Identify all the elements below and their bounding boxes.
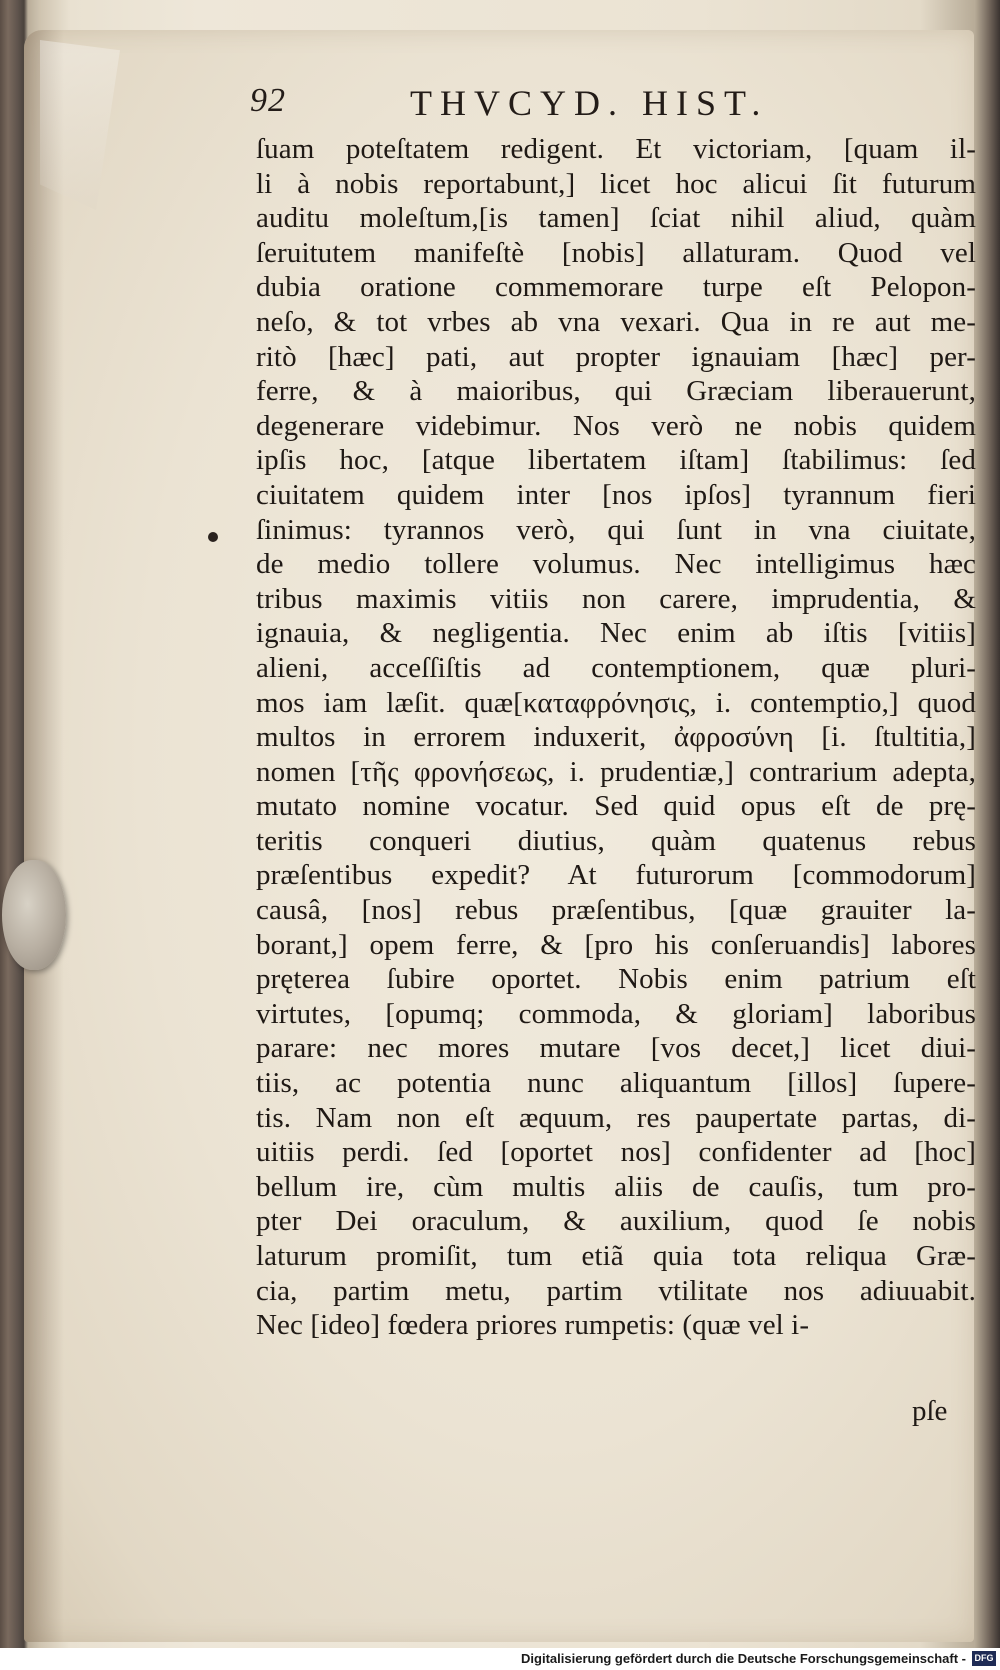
text-line: ciuitatem quidem inter [nos ipſos] tyrannum fieri [256,478,976,511]
text-line: ignauia, & negligentia. Nec enim ab iſtis [vitiis] [256,617,976,650]
text-line: ſeruitutem manifeſtè [nobis] allaturam. Quod vel [256,236,976,269]
text-line: borant,] opem ferre, & [pro his conſeruandis] labores [256,928,976,961]
text-line: præſentibus expedit? At futurorum [commodorum] [256,859,976,892]
text-line: tiis, ac potentia nunc aliquantum [illos] ſupere- [256,1067,976,1100]
text-line: ferre, & à maioribus, qui Græciam liberauerunt, [256,375,976,408]
text-line: multos in errorem induxerit, ἀφροσύνη [i. ſtultitia,] [256,721,976,754]
text-line: virtutes, [opumq; commoda, & gloriam] laboribus [256,997,976,1030]
text-line: ritò [hæc] pati, aut propter ignauiam [hæc] per- [256,340,976,373]
text-line: Nec [ideo] fœdera priores rumpetis: (quæ vel i- [256,1309,810,1342]
footer-credit: Digitalisierung gefördert durch die Deutsche Forschungsgemeinschaft - [521,1651,966,1666]
text-line: teritis conqueri diutius, quàm quatenus rebus [256,824,976,857]
text-line: mos iam læſit. quæ[καταφρόνησις, i. contemptio,] quod [256,686,976,719]
text-line: ſuam poteſtatem redigent. Et victoriam, [quam il- [256,133,976,165]
text-line: alieni, acceſſiſtis ad contemptionem, quæ pluri- [256,651,976,684]
text-line: de medio tollere volumus. Nec intelligimus hæc [256,548,976,581]
text-line: uitiis perdi. ſed [oportet nos] confidenter ad [hoc] [256,1136,976,1169]
text-line: tribus maximis vitiis non carere, imprudentia, & [256,582,976,615]
catchword: pſe [912,1395,948,1427]
running-head [0,82,1000,132]
text-line: tis. Nam non eſt æquum, res paupertate partas, di- [256,1101,976,1134]
text-line: dubia oratione commemorare turpe eſt Pelopon- [256,271,976,304]
footer-bar [0,1648,1000,1670]
text-line: laturum promiſit, tum etiã quia tota reliqua Græ- [256,1240,976,1272]
text-line: bellum ire, cùm multis aliis de cauſis, tum pro- [256,1170,976,1203]
page-number: 92 [250,82,286,119]
text-line: degenerare videbimur. Nos verò ne nobis quidem [256,409,976,442]
text-line: li à nobis reportabunt,] licet hoc alicui ſit futurum [256,167,976,200]
text-line: nomen [τῆς φρονήσεως, i. prudentiæ,] contrarium adepta, [256,755,976,788]
text-line: neſo, & tot vrbes ab vna vexari. Qua in re aut me- [256,305,976,338]
margin-mark [208,532,218,542]
text-line: auditu moleſtum,[is tamen] ſciat nihil aliud, quàm [256,202,976,235]
text-line: parare: nec mores mutare [vos decet,] licet diui- [256,1032,976,1065]
text-line: mutato nomine vocatur. Sed quid opus eſt de prę- [256,790,976,823]
text-line: ipſis hoc, [atque libertatem iſtam] ſtabilimus: ſed [256,444,976,477]
book-clasp [2,860,66,970]
text-line: pter Dei oraculum, & auxilium, quod ſe nobis [256,1205,976,1238]
page-gutter-shadow [24,30,64,1642]
text-line: cia, partim metu, partim vtilitate nos adiuuabit. [256,1274,976,1307]
dfg-logo-icon: DFG [972,1651,996,1666]
text-line: pręterea ſubire oportet. Nobis enim patrium eſt [256,963,976,996]
body-text [256,132,976,1343]
text-line: ſinimus: tyrannos verò, qui ſunt in vna ciuitate, [256,513,976,546]
running-title: THVCYD. HIST. [410,83,769,123]
text-line: causâ, [nos] rebus præſentibus, [quæ grauiter la- [256,894,976,927]
